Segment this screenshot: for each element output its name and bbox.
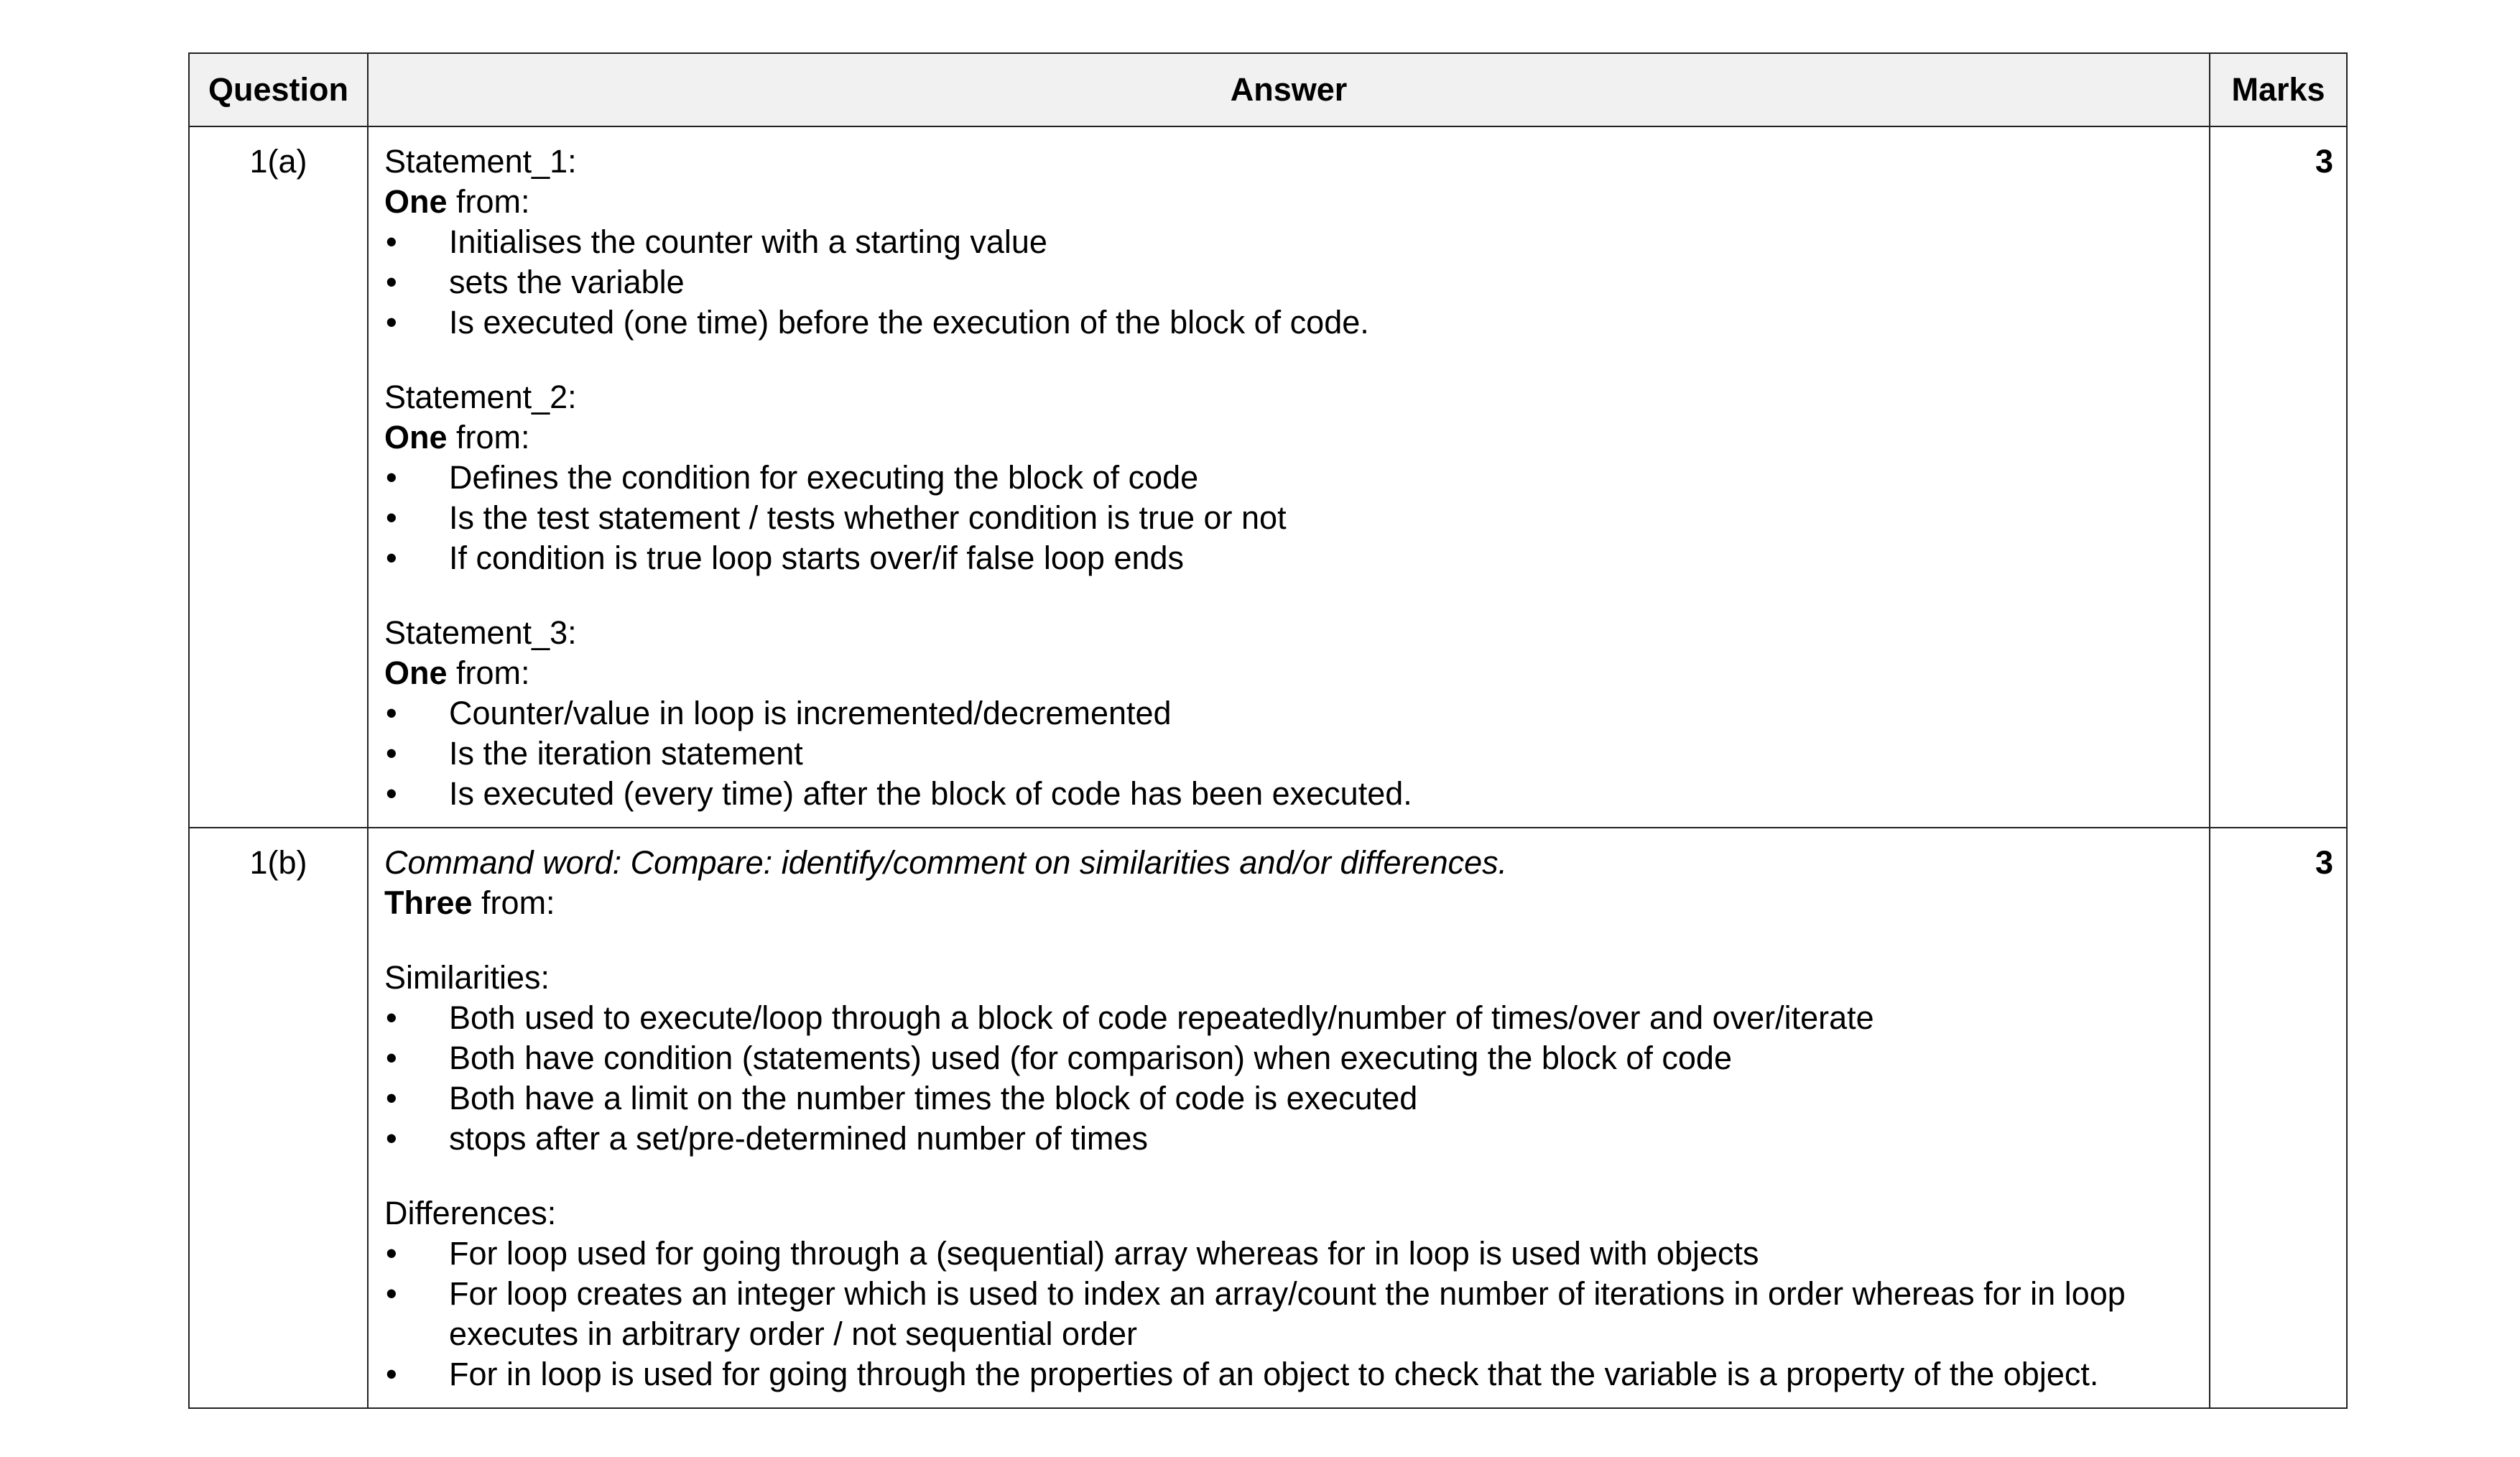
answer-cell — [368, 828, 2210, 1408]
question-number: 1(a) — [189, 126, 368, 828]
bullet-list — [384, 998, 2192, 1159]
list-item: • Is the test statement / tests whether condition is true or not — [384, 498, 2192, 538]
list-item: • Initialises the counter with a starting value — [384, 222, 2192, 262]
intro-rest: from: — [447, 655, 530, 691]
answer-block — [384, 958, 2192, 1159]
command-word: Command word: Compare: identify/comment on similarities and/or differences. — [384, 844, 1508, 881]
intro-bold: One — [384, 655, 448, 691]
question-number: 1(b) — [189, 828, 368, 1408]
list-item: • Counter/value in loop is incremented/decremented — [384, 693, 2192, 734]
block-heading: Differences: — [384, 1195, 557, 1231]
list-item: • Both have condition (statements) used (for comparison) when executing the block of code — [384, 1038, 2192, 1078]
intro-rest: from: — [447, 183, 530, 220]
spacer — [384, 578, 2192, 613]
spacer — [384, 1159, 2192, 1193]
bullet-list — [384, 222, 2192, 343]
bullet-list — [384, 458, 2192, 578]
intro-bold: One — [384, 183, 448, 220]
block-intro — [384, 182, 2192, 222]
intro-rest: from: — [472, 884, 555, 921]
list-item: • Both used to execute/loop through a block of code repeatedly/number of times/over and over/iterate — [384, 998, 2192, 1038]
header-answer: Answer — [368, 53, 2210, 126]
list-item: • sets the variable — [384, 262, 2192, 302]
list-item: • For loop used for going through a (sequential) array whereas for in loop is used with objects — [384, 1234, 2192, 1274]
list-item: • If condition is true loop starts over/if false loop ends — [384, 538, 2192, 578]
spacer — [384, 923, 2192, 958]
bullet-list — [384, 1234, 2192, 1394]
list-item: • For loop creates an integer which is used to index an array/count the number of iterations in order whereas for in loop executes in arbitrary order / not sequential order — [384, 1274, 2192, 1354]
mark-scheme-table — [188, 52, 2348, 1409]
table-row — [189, 126, 2347, 828]
list-item: • Is the iteration statement — [384, 734, 2192, 774]
list-item: • Is executed (every time) after the block of code has been executed. — [384, 774, 2192, 814]
marks-value: 3 — [2210, 828, 2347, 1408]
block-heading: Statement_2: — [384, 379, 577, 415]
answer-cell — [368, 126, 2210, 828]
list-item: • stops after a set/pre-determined number of times — [384, 1119, 2192, 1159]
block-intro — [384, 883, 2192, 923]
block-heading: Statement_3: — [384, 614, 577, 651]
block-intro — [384, 417, 2192, 458]
block-heading: Statement_1: — [384, 143, 577, 180]
list-item: • Both have a limit on the number times the block of code is executed — [384, 1078, 2192, 1119]
marks-value: 3 — [2210, 126, 2347, 828]
answer-block — [384, 377, 2192, 578]
intro-rest: from: — [447, 419, 530, 455]
list-item: • For in loop is used for going through the properties of an object to check that the variable is a property of the object. — [384, 1354, 2192, 1394]
intro-bold: Three — [384, 884, 473, 921]
header-row — [189, 53, 2347, 126]
answer-block — [384, 613, 2192, 814]
table-row — [189, 828, 2347, 1408]
answer-block — [384, 142, 2192, 343]
header-question: Question — [189, 53, 368, 126]
header-marks: Marks — [2210, 53, 2347, 126]
spacer — [384, 343, 2192, 377]
block-intro — [384, 653, 2192, 693]
list-item: • Is executed (one time) before the execution of the block of code. — [384, 302, 2192, 343]
block-heading: Similarities: — [384, 959, 550, 996]
list-item: • Defines the condition for executing the block of code — [384, 458, 2192, 498]
intro-bold: One — [384, 419, 448, 455]
bullet-list — [384, 693, 2192, 814]
answer-block — [384, 1193, 2192, 1394]
